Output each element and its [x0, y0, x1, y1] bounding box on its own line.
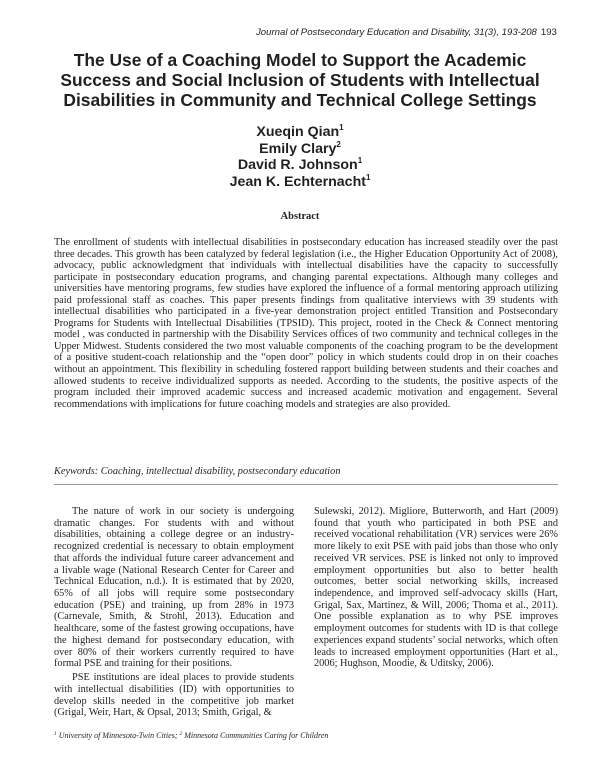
author: Xueqin Qian$^1$	[256, 123, 344, 140]
page-number: 193	[540, 27, 557, 38]
running-head	[256, 27, 570, 38]
author-list	[100, 124, 500, 190]
body-paragraph: PSE institutions are ideal places to provide students with intellectual disabilities (ID) with opportunities to develop skills needed in the competitive job market (Grigal, Weir, Hart, & Opsal, 2013; Smith, Grigal, &	[54, 672, 294, 719]
body-paragraph: The nature of work in our society is undergoing dramatic changes. For students with and without disabilities, obtaining a college degree or an industry-recognized credential is necessary to obtain employment that affords the individual future career advancement and a livable wage (National Research Center for Career and Technical Education, n.d.). It is estimated that by 2020, 65% of all jobs will require some postsecondary education (PSE) and training, up from 28% in 1973 (Carnevale, Smith, & Strohl, 2013). Education and healthcare, some of the fastest growing occupations, have the highest demand for postsecondary education, with over 80% of their workers currently required to have formal PSE and training for their positions.	[54, 506, 294, 670]
author: Jean K. Echternacht$^1$	[229, 172, 371, 190]
affiliation-footnote: $^1$ University of Minnesota-Twin Cities; $^2$ Minnesota Communities Caring for Children	[54, 731, 329, 740]
author: Emily Clary$^2$	[259, 139, 341, 157]
journal-citation: Journal of Postsecondary Education and Disability, 31(3), 193-208	[256, 27, 537, 38]
abstract-heading: Abstract	[280, 211, 320, 222]
keywords: Keywords: Coaching, intellectual disability, postsecondary education	[54, 466, 341, 477]
body-column-right	[314, 506, 558, 670]
body-column-left	[54, 506, 294, 719]
article-title: The Use of a Coaching Model to Support the Academic Success and Social Inclusion of Students with Intellectual Disabilities in Community and Technical College Settings	[60, 50, 540, 110]
body-paragraph-continued: Sulewski, 2012). Migliore, Butterworth, and Hart (2009) found that youth who participated in both PSE and received vocational rehabilitation (VR) services were 26% more likely to exit PSE with paid jobs than those who only received VR services. PSE is linked not only to improved employment opportunities but also to better health outcomes, better social networking skills, increased independence, and improved self-advocacy skills (Hart, Grigal, Sax, Martinez, & Will, 2006; Thoma et al., 2011). One possible explanation as to why PSE improves employment outcomes for students with ID is that college experiences expand students’ social networks, which often leads to increased employment opportunities (Hart et al., 2006; Hughson, Moodie, & Uditsky, 2006).	[314, 506, 558, 670]
abstract-body: The enrollment of students with intellectual disabilities in postsecondary education has increased steadily over the past three decades. This growth has been catalyzed by federal legislation (i.e., the Higher Education Opportunity Act of 2008), advocacy, public acknowledgment that individuals with intellectual disabilities have the capacity to successfully participate in postsecondary education programs, and changing parental expectations. Although many colleges and universities have mentoring programs, few studies have explored the influence of a formal mentoring approach utilizing paid professional staff as coaches. This paper presents findings from qualitative interviews with 39 students with intellectual disabilities who participated in a five-year demonstration project entitled Transition and Postsecondary Programs for Students with Intellectual Disabilities (TPSID). This project, rooted in the Check & Connect mentoring model , was conducted in partnership with the Disability Services offices of two community and technical colleges in the Upper Midwest. Students considered the two most valuable components of the coaching program to be the development of a positive student-coach relationship and the “open door” policy in which students could drop in on their coaches without an appointment. This flexibility in scheduling fostered rapport building between students and their coaches and allowed students to receive individualized supports as needed. According to the students, the positive aspects of the program included their improved academic success and increased academic motivation and engagement. Several recommendations with implications for future coaching models and strategies are also provided.	[54, 237, 558, 410]
section-divider	[54, 484, 558, 485]
author: David R. Johnson$^1$	[237, 156, 363, 174]
